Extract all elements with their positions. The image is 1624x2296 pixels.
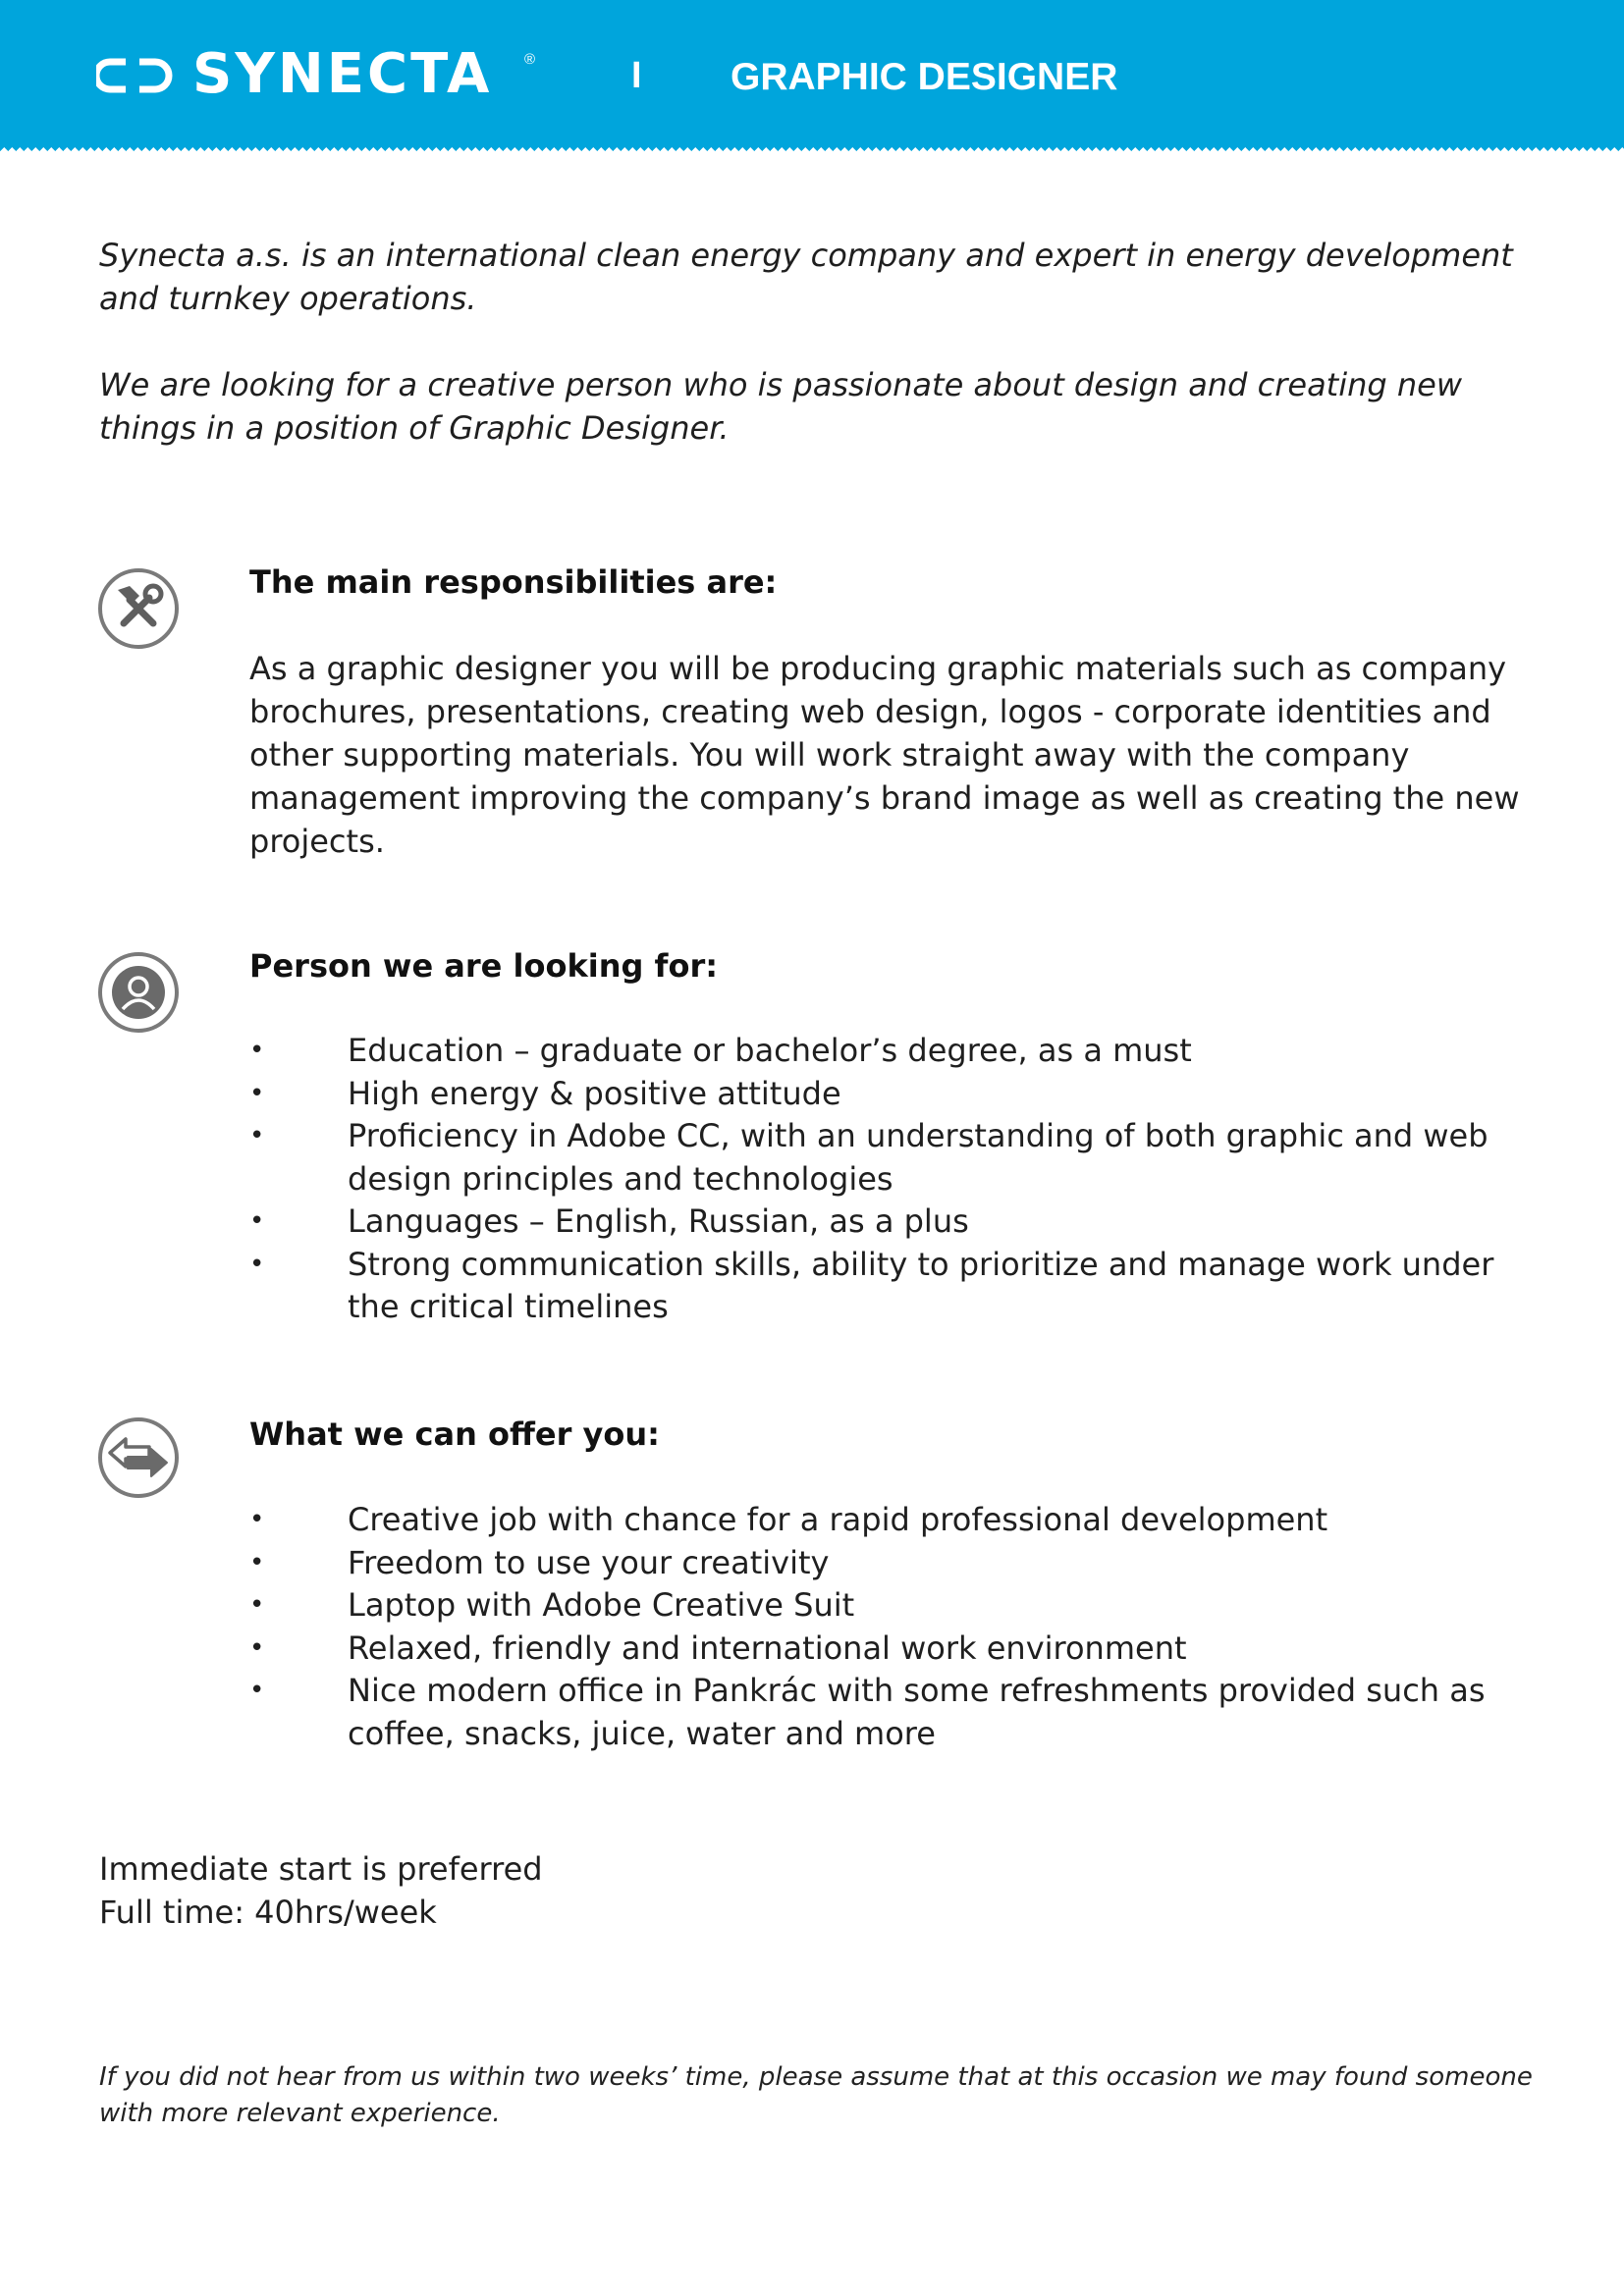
section-title-responsibilities: The main responsibilities are: xyxy=(249,563,778,601)
person-icon xyxy=(96,950,181,1035)
bullet: • xyxy=(249,1632,265,1663)
list-item: • Relaxed, friendly and international work environment xyxy=(249,1628,1526,1671)
section-title-person: Person we are looking for: xyxy=(249,947,719,985)
person-list xyxy=(249,1030,1526,1329)
start-note: Immediate start is preferred xyxy=(99,1850,543,1888)
registered-mark: ® xyxy=(524,51,536,68)
header-bar xyxy=(0,0,1624,147)
synecta-logo-icon xyxy=(96,55,175,96)
header-serrated-edge xyxy=(0,147,1624,159)
intro xyxy=(99,234,1533,450)
bullet: • xyxy=(249,1676,265,1705)
intro-paragraph: We are looking for a creative person who is passionate about design and creating new things in a position of Graphic Designer. xyxy=(99,366,1463,447)
list-item: • Languages – English, Russian, as a plus xyxy=(249,1201,1526,1244)
bullet: • xyxy=(249,1078,265,1108)
bullet: • xyxy=(249,1547,265,1577)
hours-note: Full time: 40hrs/week xyxy=(99,1894,437,1931)
exchange-arrows-icon xyxy=(96,1415,181,1500)
list-item: • Freedom to use your creativity xyxy=(249,1542,1526,1585)
header-divider: I xyxy=(631,55,642,96)
offer-list xyxy=(249,1499,1526,1755)
list-item: • Education – graduate or bachelor’s degree, as a must xyxy=(249,1030,1526,1073)
section-title-offer: What we can offer you: xyxy=(249,1415,660,1453)
list-item: • High energy & positive attitude xyxy=(249,1073,1526,1116)
bullet: • xyxy=(249,1121,265,1150)
list-item: • Strong communication skills, ability to prioritize and manage work under the critical timelines xyxy=(249,1245,1494,1325)
footnote: If you did not hear from us within two weeks’ time, please assume that at this occasion we may found someone with more relevant experience. xyxy=(99,2062,1533,2128)
responsibilities-text: As a graphic designer you will be producing graphic materials such as company brochures, presentations, creating web design, logos - corporate identities and other supporting materials. You will work straight away with the company management improving the company’s brand image as well as creating the new projects. xyxy=(249,650,1520,860)
intro-paragraph: Synecta a.s. is an international clean energy company and expert in energy development and turnkey operations. xyxy=(99,237,1513,317)
list-item: • Nice modern office in Pankrác with some refreshments provided such as coffee, snacks, juice, water and more xyxy=(249,1672,1486,1752)
employment-terms xyxy=(99,1847,543,1934)
brand-wordmark: SYNECTA xyxy=(192,42,493,106)
bullet: • xyxy=(249,1505,265,1534)
tools-icon xyxy=(96,566,181,651)
bullet: • xyxy=(249,1590,265,1620)
list-item: • Creative job with chance for a rapid professional development xyxy=(249,1499,1526,1542)
list-item: • Laptop with Adobe Creative Suit xyxy=(249,1584,1526,1628)
bullet: • xyxy=(249,1249,265,1279)
bullet: • xyxy=(249,1206,265,1236)
list-item: • Proficiency in Adobe CC, with an understanding of both graphic and web design principles and technologies xyxy=(249,1117,1489,1198)
bullet: • xyxy=(249,1036,265,1065)
job-title: GRAPHIC DESIGNER xyxy=(731,56,1118,98)
